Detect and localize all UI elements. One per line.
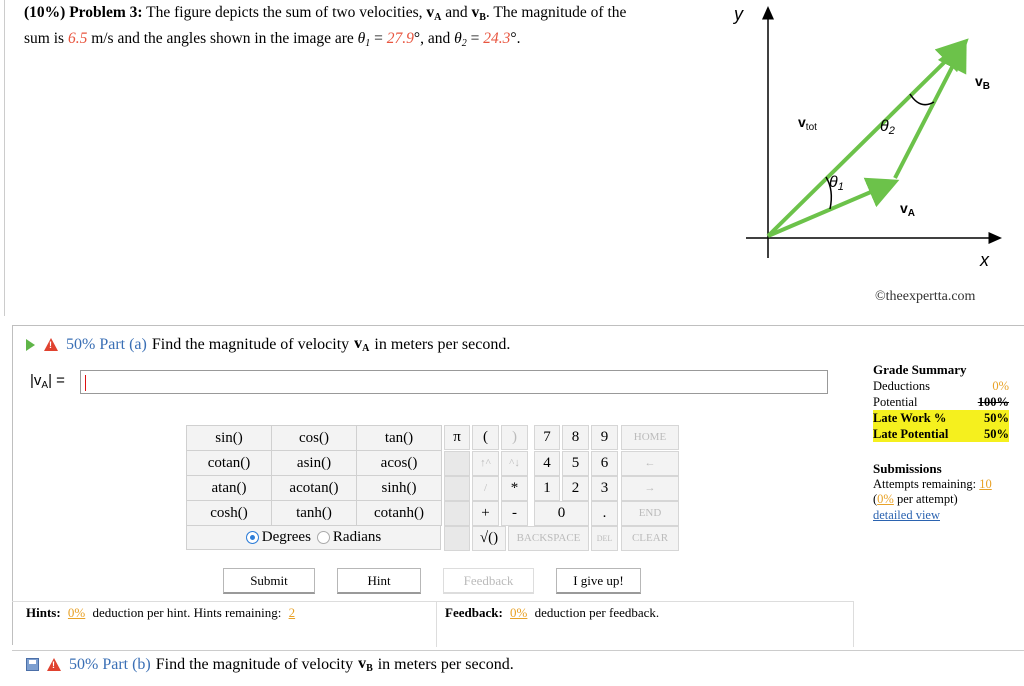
- vb-arrow: [895, 46, 963, 178]
- late-potential-value: 50%: [984, 427, 1009, 441]
- key-2[interactable]: 2: [562, 476, 589, 501]
- key-6[interactable]: 6: [591, 451, 618, 476]
- grade-summary: Grade Summary Deductions 0% Potential 100% Late Work % 50% Late Potential 50%: [873, 362, 1009, 441]
- feedback-text: Feedback: 0% deduction per feedback.: [445, 605, 660, 620]
- key-cos[interactable]: cos(): [272, 426, 357, 451]
- theta2-symbol: $\theta_2$: [454, 30, 467, 49]
- per-attempt-deduction: 0%: [877, 492, 894, 506]
- warning-icon: [47, 658, 61, 671]
- key-lparen[interactable]: (: [472, 425, 499, 450]
- answer-input[interactable]: [80, 370, 828, 394]
- late-work-value: 50%: [984, 411, 1009, 425]
- theta2-label: θ2: [880, 118, 895, 137]
- key-4[interactable]: 4: [534, 451, 560, 476]
- key-down[interactable]: ^↓: [501, 451, 528, 476]
- key-0[interactable]: 0: [534, 501, 589, 526]
- attempts-remaining: 10: [979, 476, 992, 491]
- key-7[interactable]: 7: [534, 425, 560, 450]
- key-cotanh[interactable]: cotanh(): [357, 501, 442, 526]
- answer-label: $|v_A|$ =: [30, 372, 65, 391]
- potential-value: 100%: [977, 395, 1009, 409]
- key-cotan[interactable]: cotan(): [187, 451, 272, 476]
- vb-label: $v_B$: [975, 73, 991, 92]
- vtot-label: $v_{tot}$: [798, 114, 817, 133]
- key-backspace[interactable]: BACKSPACE: [508, 526, 589, 551]
- key-sqrt[interactable]: √(): [472, 526, 506, 551]
- problem-text-4: m/s and the angles shown in the image are: [91, 30, 354, 47]
- x-axis-label: x: [980, 250, 989, 270]
- key-pi[interactable]: π: [444, 425, 470, 450]
- vtot-arrow: [768, 44, 963, 236]
- part-b-divider: [12, 650, 1024, 651]
- left-border: [4, 0, 5, 316]
- part-b-vector: $v_B$: [358, 655, 373, 674]
- key-9[interactable]: 9: [591, 425, 618, 450]
- key-blank-5: [444, 526, 470, 551]
- y-axis-label: y: [734, 4, 743, 24]
- part-b-title: [26, 655, 514, 674]
- key-sin[interactable]: sin(): [187, 426, 272, 451]
- key-sinh[interactable]: sinh(): [357, 476, 442, 501]
- key-right-arrow[interactable]: →: [621, 476, 679, 501]
- key-clear[interactable]: CLEAR: [621, 526, 679, 551]
- theta2-arc: [910, 94, 934, 105]
- key-5[interactable]: 5: [562, 451, 589, 476]
- hint-button[interactable]: Hint: [337, 568, 421, 594]
- key-blank-3: [444, 476, 470, 501]
- radians-option[interactable]: Radians: [317, 529, 381, 546]
- key-dot[interactable]: .: [591, 501, 618, 526]
- degrees-radio[interactable]: [246, 531, 259, 544]
- key-del[interactable]: DEL: [591, 526, 618, 551]
- submissions-title: Submissions: [873, 461, 942, 476]
- key-plus[interactable]: +: [472, 501, 499, 526]
- key-asin[interactable]: asin(): [272, 451, 357, 476]
- problem-header: (10%) Problem 3:: [24, 4, 143, 21]
- theta1-label: θ1: [829, 174, 844, 193]
- key-1[interactable]: 1: [534, 476, 560, 501]
- vector-va: $v_A$: [426, 4, 442, 23]
- part-b-percent: 50% Part (b): [69, 655, 151, 673]
- key-blank-2: [444, 451, 470, 476]
- feedback-button[interactable]: Feedback: [443, 568, 534, 594]
- expand-triangle-icon[interactable]: [26, 339, 35, 351]
- save-icon[interactable]: [26, 658, 39, 671]
- key-slash[interactable]: /: [472, 476, 499, 501]
- detailed-view-link[interactable]: detailed view: [873, 507, 940, 522]
- key-minus[interactable]: -: [501, 501, 528, 526]
- part-b-question: Find the magnitude of velocity: [155, 655, 354, 673]
- part-a-title: [26, 335, 510, 354]
- magnitude-value: 6.5: [67, 30, 88, 47]
- key-up[interactable]: ↑^: [472, 451, 499, 476]
- degrees-option[interactable]: Degrees: [246, 529, 311, 546]
- part-a-vector: $v_A$: [354, 335, 370, 354]
- feedback-deduction: 0%: [510, 605, 528, 620]
- problem-text-2: . The magnitude of the: [485, 4, 627, 21]
- problem-text-1: The figure depicts the sum of two velocities,: [146, 4, 423, 21]
- key-cosh[interactable]: cosh(): [187, 501, 272, 526]
- give-up-button[interactable]: I give up!: [556, 568, 641, 594]
- part-a-percent: 50% Part (a): [66, 335, 147, 353]
- part-a-question: Find the magnitude of velocity: [151, 335, 350, 353]
- key-rparen[interactable]: ): [501, 425, 528, 450]
- deductions-value: 0%: [992, 379, 1009, 393]
- va-label: $v_A$: [900, 200, 916, 219]
- radians-radio[interactable]: [317, 531, 330, 544]
- vector-diagram: [720, 0, 1024, 300]
- key-blank-4: [444, 501, 470, 526]
- problem-statement: (10%) Problem 3: The figure depicts the sum of two velocities, $v_A$ and $v_B$. The magnitude of the sum is 6.5 m/s and the angles shown in the image are $\theta_1 = 27.9^\circ$, and $\theta_2 = 24.3^\circ$.: [24, 4, 627, 49]
- key-acotan[interactable]: acotan(): [272, 476, 357, 501]
- copyright-credit: ©theexpertta.com: [875, 289, 976, 304]
- function-keypad: [186, 425, 442, 526]
- text-caret: [85, 375, 86, 391]
- key-tanh[interactable]: tanh(): [272, 501, 357, 526]
- grade-summary-title: Grade Summary: [873, 362, 967, 377]
- key-home[interactable]: HOME: [621, 425, 679, 450]
- key-tan[interactable]: tan(): [357, 426, 442, 451]
- key-8[interactable]: 8: [562, 425, 589, 450]
- theta2-value: 24.3: [483, 30, 511, 47]
- key-3[interactable]: 3: [591, 476, 618, 501]
- theta1-value: 27.9: [386, 30, 414, 47]
- part-a-question-end: in meters per second.: [374, 335, 511, 353]
- key-acos[interactable]: acos(): [357, 451, 442, 476]
- vector-vb: $v_B$: [471, 4, 486, 23]
- theta1-symbol: $\theta_1$: [357, 30, 371, 49]
- hint-deduction: 0%: [67, 605, 86, 620]
- key-star[interactable]: *: [501, 476, 528, 501]
- problem-text-3: sum is: [24, 30, 65, 47]
- warning-icon: [44, 338, 58, 351]
- hints-remaining: 2: [288, 605, 296, 620]
- key-left-arrow[interactable]: ←: [621, 451, 679, 476]
- submissions-panel: Submissions Attempts remaining: 10 (0% per attempt) detailed view: [873, 461, 1013, 523]
- hints-text: Hints: 0% deduction per hint. Hints remaining: 2: [26, 605, 299, 621]
- angle-unit-selector: [186, 525, 441, 550]
- key-end[interactable]: END: [621, 501, 679, 526]
- part-b-question-end: in meters per second.: [377, 655, 514, 673]
- problem-and: and: [445, 4, 468, 21]
- submit-button[interactable]: Submit: [223, 568, 315, 594]
- key-atan[interactable]: atan(): [187, 476, 272, 501]
